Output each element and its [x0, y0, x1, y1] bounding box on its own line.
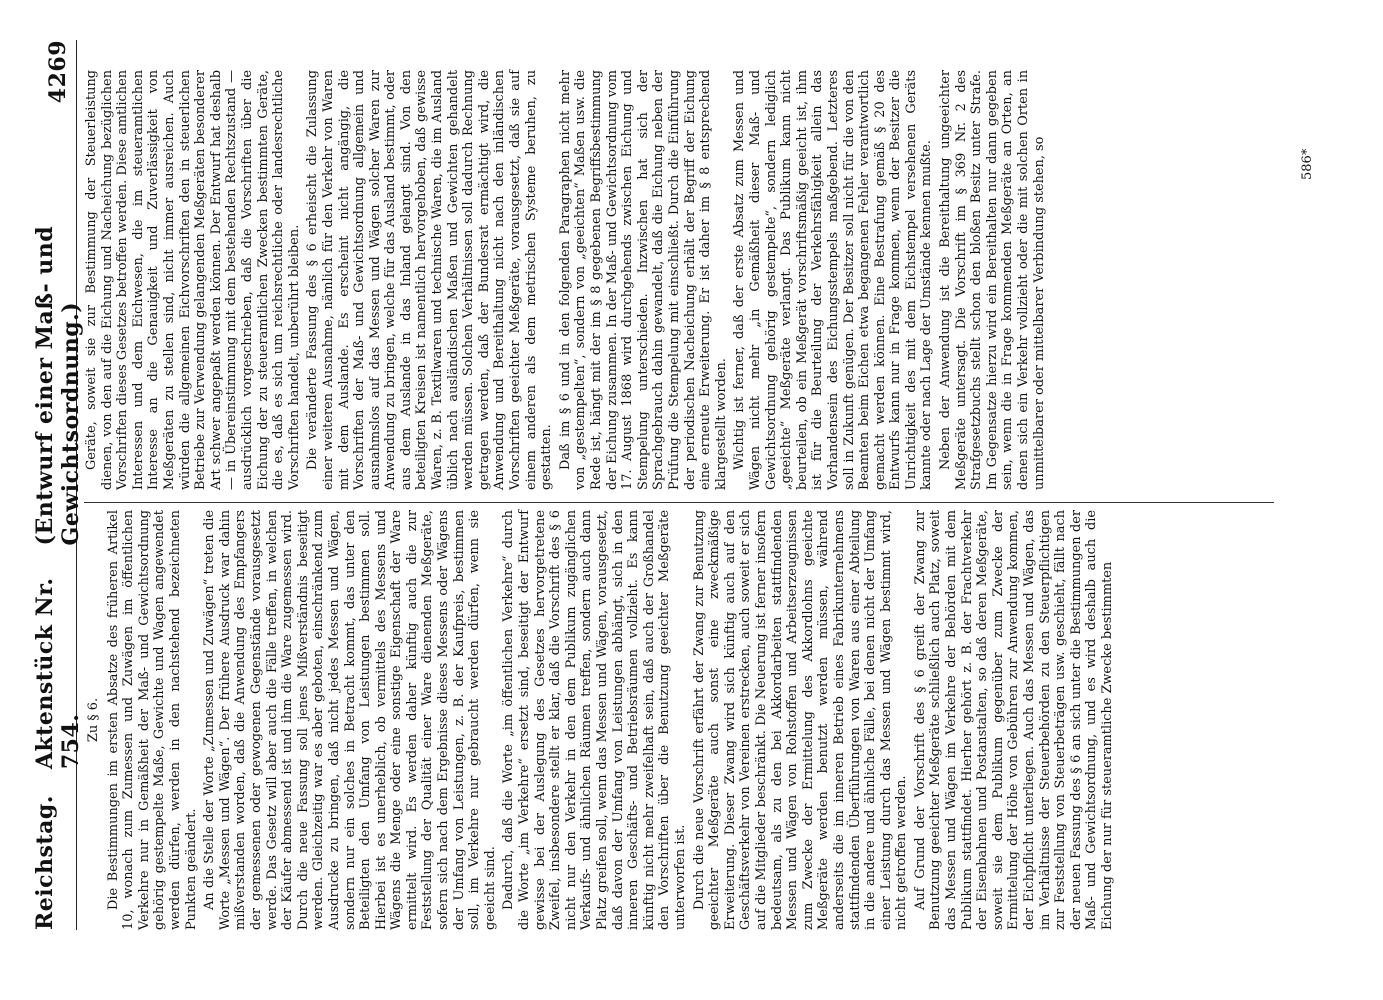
- header-aktenstueck: Aktenstück Nr. 754.: [32, 577, 84, 770]
- paragraph: Daß im § 6 und in den folgenden Paragraphen nicht mehr von „gestempelten“, sondern von „geeichten“ Maßen usw. die Rede ist, hängt mit der im § 8 gegebenen Begriffsbestimmung der Eichung zusammen. In der Maß- und Gewichtsordnung vom 17. August 1868 wird durchgehends zwischen Eichung und Stempelung unterschieden. Inzwischen hat sich der Sprachgebrauch dahin gewandelt, daß die Eichung neben der Prüfung die Stempelung mit einschließt. Durch die Einführung der periodischen Nacheichung erhält der Begriff der Eichung eine erneute Erweiterung. Er ist daher im § 8 entsprechend klargestellt worden.: [557, 70, 729, 490]
- running-header: [32, 40, 84, 930]
- paragraph: Die veränderte Fassung des § 6 erheischt die Zulassung einer weiteren Ausnahme, nämlich für den Verkehr von Waren mit dem Auslande. Es erscheint nicht angängig, die Vorschriften der Maß- und Gewichtsordnung allgemein und ausnahmslos auf das Messen und Wägen solcher Waren zur Anwendung zu bringen, welche für das Ausland bestimmt, oder aus dem Auslande in das Inland gelangt sind. Von den beteiligten Kreisen ist namentlich hervorgehoben, daß gewisse Waren, z. B. Textilwaren und technische Waren, die im Ausland üblich nach ausländischen Maßen und Gewichten gehandelt werden müssen. Solchen Verhältnissen soll dadurch Rechnung getragen werden, daß der Bundesrat ermächtigt wird, die Anwendung und Bereithaltung nicht nach den inländischen Vorschriften geeichter Meßgeräte, vorausgesetzt, daß sie auf einem anderen als dem metrischen Systeme beruhen, zu gestatten.: [305, 70, 555, 490]
- paragraph: An die Stelle der Worte „Zumessen und Zuwägen“ treten die Worte „Messen und Wägen“. Der frühere Ausdruck war dahin mißverstanden worden, daß die Anwendung des Empfangers der gemessenen oder gewogenen Gegenstände vorausgesetzt werde. Das Gesetz will aber auch die Fälle treffen, in welchen der Käufer abmessend ist und ihm die Ware zugemessen wird. Durch die neue Fassung soll jenes Mißverständnis beseitigt werden. Gleichzeitig war es aber geboten, einschränkend zum Ausdrucke zu bringen, daß nicht jedes Messen und Wägen, sondern nur ein solches in Betracht kommt, das unter den Beteiligten den Umfang von Leistungen bestimmen soll. Hierbei ist es unerheblich, ob vermittels des Messens und Wägens die Menge oder eine sonstige Eigenschaft der Ware ermittelt wird. Es werden daher künftig auch die zur Feststellung der Qualität einer Ware dienenden Meßgeräte, sofern sich nach dem Ergebnisse dieses Messens oder Wägens der Umfang von Leistungen, z. B. der Kaufpreis, bestimmen soll, im Verkehre nur gebraucht werden dürfen, wenn sie geeicht sind.: [202, 510, 498, 930]
- left-column: [84, 510, 1274, 930]
- section-heading: Zu § 6.: [86, 697, 101, 743]
- paragraph: Wichtig ist ferner, daß der erste Absatz zum Messen und Wägen nicht mehr „in Gemäßheit dieser Maß- und Gewichtsordnung gehörig gestempelte“, sondern lediglich „geeichte“ Meßgeräte verlangt. Das Publikum kann nicht beurteilen, ob ein Meßgerät vorschriftsmäßig geeicht ist, ihm ist für die Beurteilung der Verkehrsfähigkeit allein das Vorhandensein des Eichungsstempels maßgebend. Letzteres soll in Zukunft genügen. Der Besitzer soll nicht für die von den Beamten beim Eichen etwa begangenen Fehler verantwortlich gemacht werden können. Eine Bestrafung gemäß § 20 des Entwurfs kann nur in Frage kommen, wenn der Besitzer die Unrichtigkeit des mit dem Eichstempel versehenen Geräts kannte oder nach Lage der Umstände kennen mußte.: [732, 70, 935, 490]
- paragraph: Durch die neue Vorschrift erfährt der Zwang zur Benutzung geeichter Meßgeräte auch sonst eine zweckmäßige Erweiterung. Dieser Zwang wird sich künftig auch auf den Geschäftsverkehr von Vereinen erstrecken, auch soweit er sich auf die Mitglieder beschränkt. Die Neuerung ist ferner insofern bedeutsam, als zu den bei Akkordarbeiten stattfindenden Messen und Wägen von Rohstoffen und Arbeitserzeugnissen zum Zwecke der Ermittelung des Akkordlohns geeichte Meßgeräte werden benutzt werden müssen, während anderseits die im inneren Betrieb eines Fabrikunternehmens stattfindenden Überführungen von Waren aus einer Abteilung in die andere und ähnliche Fälle, bei denen nicht der Umfang einer Leistung durch das Messen und Wägen bestimmt wird, nicht getroffen werden.: [691, 510, 910, 930]
- paragraph: Neben der Anwendung ist die Bereithaltung ungeeichter Meßgeräte untersagt. Die Vorschrift im § 369 Nr. 2 des Strafgesetzbuchs stellt schon den bloßen Besitz unter Strafe. Im Gegensatze hierzu wird ein Bereithalten nur dann gegeben sein, wenn die in Frage kommenden Meßgeräte an Orten, an denen sich ein Verkehr vollzieht oder die mit solchen Orten in unmittelbarer oder mittelbarer Verbindung stehen, so: [938, 70, 1047, 490]
- page-number: 4269: [45, 40, 71, 104]
- paragraph: Die Bestimmungen im ersten Absatze des früheren Artikel 10, wonach zum Zumessen und Zuwägen im öffentlichen Verkehre nur in Gemäßheit der Maß- und Gewichtsordnung gehörig gestempelte Maße, Gewichte und Wagen angewendet werden dürfen, werden in den nachstehend bezeichneten Punkten geändert.: [105, 510, 199, 930]
- column-divider: [84, 502, 1274, 503]
- header-reichstag: Reichstag.: [32, 795, 58, 930]
- header-subject: (Entwurf einer Maß- und Gewichtsordnung.): [32, 225, 84, 546]
- right-column: [84, 70, 1274, 490]
- paragraph: Dadurch, daß die Worte „im öffentlichen Verkehre“ durch die Worte „im Verkehre“ ersetzt sind, beseitigt der Entwurf gewisse bei der Auslegung des Gesetzes hervorgetretene Zweifel, insbesondere stellt er klar, daß die Vorschrift des § 6 nicht nur den Verkehr in den dem Publikum zugänglichen Verkaufs- und ähnlichen Räumen treffen, sondern auch dann Platz greifen soll, wenn das Messen und Wägen, vorausgesetzt, daß davon der Umfang von Leistungen abhängt, sich in den inneren Geschäfts- und Betriebsräumen vollzieht. Es kann künftig nicht mehr zweifelhaft sein, daß auch der Großhandel den Vorschriften über die Benutzung geeichter Meßgeräte unterworfen ist.: [501, 510, 688, 930]
- paragraph: Auf Grund der Vorschrift des § 6 greift der Zwang zur Benutzung geeichter Meßgeräte schließlich auch Platz, soweit das Messen und Wägen im Verkehre der Behörden mit dem Publikum stattfindet. Hierher gehört z. B. der Frachtverkehr der Eisenbahnen und Postanstalten, so daß deren Meßgeräte, soweit sie dem Publikum gegenüber zum Zwecke der Ermittelung der Höhe von Gebühren zur Anwendung kommen, der Eichpflicht unterliegen. Auch das Messen und Wägen, das im Verhältnisse der Steuerbehörden zu den Steuerpflichtigen zur Feststellung von Steuerbeträgen usw. geschieht, fällt nach der neuen Fassung des § 6 an sich unter die Bestimmungen der Maß- und Gewichtsordnung, und es wird deshalb auch die Eichung der nur für steueramtliche Zwecke bestimmten: [912, 510, 1115, 930]
- paragraph: Geräte, soweit sie zur Bestimmung der Steuerleistung dienen, von den auf die Eichung und Nacheichung bezüglichen Vorschriften dieses Gesetzes betroffen werden. Diese amtlichen Interessen und dem Eichwesen, die im steueramtlichen Interesse an die Genauigkeit und Zuverlässigkeit von Meßgeräten zu stellen sind, nicht immer ausreichen. Auch würden die allgemeinen Eichvorschriften den in steuerlichen Betriebe zur Verwendung gelangenden Meßgeräten besonderer Art schwer angepaßt werden können. Der Entwurf hat deshalb — in Übereinstimmung mit dem bestehenden Rechtszustand — ausdrücklich vorgeschrieben, daß die Vorschriften über die Eichung der zu steueramtlichen Zwecken bestimmten Geräte, die es, daß es sich um reichsrechtliche oder landesrechtliche Vorschriften handelt, unberührt bleiben.: [84, 70, 302, 490]
- signature-mark: 586*: [1300, 148, 1315, 180]
